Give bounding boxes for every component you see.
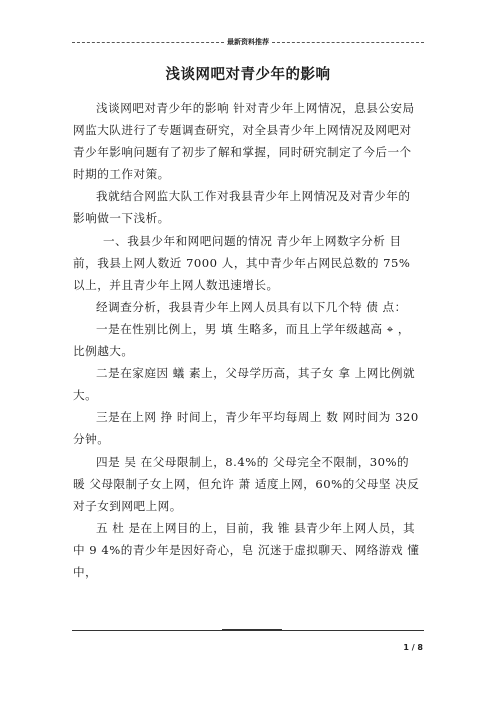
header-dash-left — [72, 42, 224, 43]
paragraph: 一、我县少年和网吧问题的情况 青少年上网数字分析 目前，我县上网人数近 7000 人，其中青少年占网民总数的 75%以上，并且青少年上网人数迅速增长。 — [73, 233, 411, 292]
paragraph: 一是在性别比例上，男 填 生略多，而且上学年级越高 ⌖ ，比例越大。 — [73, 321, 411, 359]
paragraph: 二是在家庭因 蟻 素上，父母学历高，其子女 拿 上网比例就大。 — [73, 366, 416, 403]
paragraph: 经调查分析，我县青少年上网人员具有以下几个特 债 点： — [96, 299, 407, 314]
paragraph: 四是 吴 在父母限制上，8.4%的 父母完全不限制，30%的 暖 父母限制子女上网，但允许 萧 适度上网，60%的父母坚 决反对子女到网吧上网。 — [73, 454, 420, 513]
paragraph: 我就结合网监大队工作对我县青少年上网情况及对青少年的影响做一下浅析。 — [73, 189, 411, 226]
paragraph: 三是在上网 挣 时间上，青少年平均每周上 数 网时间为 320 分钟。 — [73, 410, 419, 447]
paragraph: 浅谈网吧对青少年的影响 针对青少年上网情况，息县公安局网监大队进行了专题调查研究，对全县青少年上网情况及网吧对青少年影响问题有了初步了解和掌握，同时研究制定了今后一个时期的工作对策。 — [73, 101, 415, 182]
paragraph: 五 杜 是在上网目的上，目前，我 锥 县青少年上网人员，其中 9 4%的青少年是因好奇心，皂 沉迷于虚拟聊天、网络游戏 懂 中， — [73, 520, 420, 579]
document-body — [73, 97, 422, 583]
header-label: 最新资料推荐 — [227, 38, 269, 46]
footer-rule-accent — [222, 629, 282, 631]
header-dash-right — [272, 42, 424, 43]
document-title: 浅谈网吧对青少年的影响 — [165, 67, 331, 83]
footer-rule — [72, 630, 424, 631]
page-number: 1 / 8 — [403, 643, 423, 652]
header-rule — [72, 36, 424, 48]
